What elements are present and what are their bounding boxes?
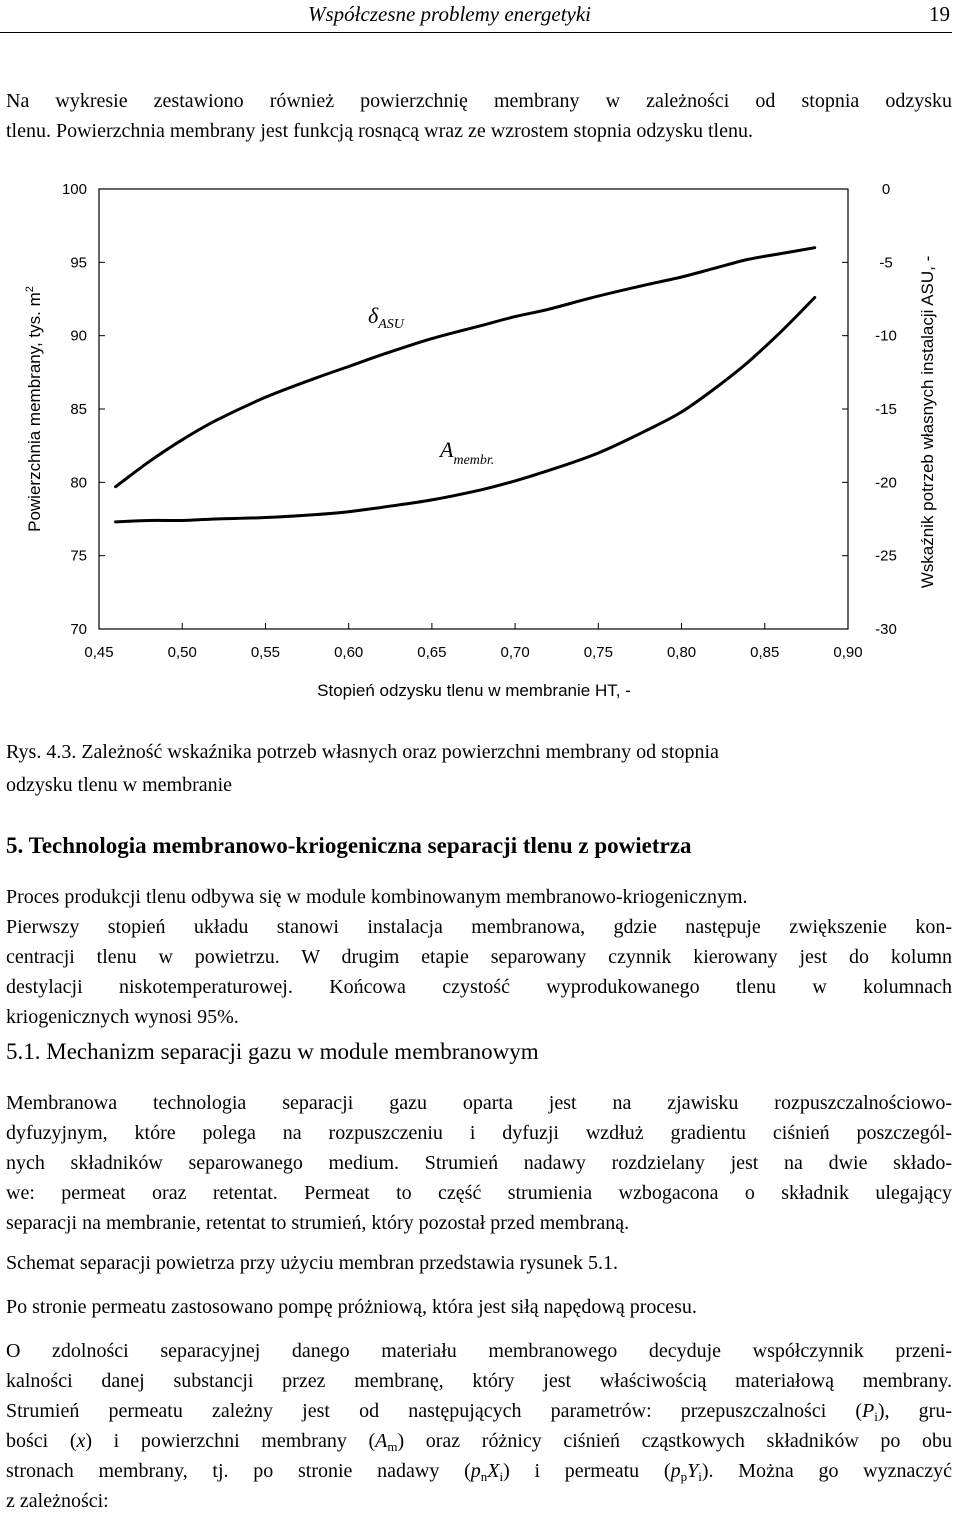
symbol: p <box>470 1460 481 1482</box>
subscript: i <box>698 1469 702 1484</box>
text-line: dyfuzyjnym, które polega na rozpuszczeniu i dyfuzji wzdłuż gradientu ciśnień poszczegól- <box>6 1122 952 1144</box>
text-line: Proces produkcji tlenu odbywa się w module kombinowanym membranowo-kriogenicznym. <box>6 886 748 908</box>
series-group <box>116 248 815 522</box>
text-line: Schemat separacji powietrza przy użyciu membran przedstawia rysunek 5.1. <box>6 1252 618 1274</box>
y2-tick-label: -10 <box>875 327 897 345</box>
series-label-area <box>438 437 494 468</box>
section51-paragraph-1 <box>6 1088 952 1238</box>
text-line: kalności danej substancji przez membranę, który jest właściwością materiałową membrany. <box>6 1370 952 1392</box>
series-label-delta <box>368 303 405 332</box>
text-line: Po stronie permeatu zastosowano pompę próżniową, która jest siłą napędową procesu. <box>6 1296 697 1318</box>
text-run: ). Można go wyznaczyć <box>701 1460 953 1482</box>
text-run: ), gru- <box>877 1400 952 1422</box>
journal-title: Współczesne problemy energetyki <box>308 2 592 26</box>
series-label-area-name: A <box>440 437 454 462</box>
x-tick-label: 0,50 <box>167 644 197 661</box>
text-line: we: permeat oraz retentat. Permeat to część strumienia wzbogacona o składnik ulegający <box>6 1182 952 1204</box>
section51-paragraph-3 <box>6 1292 952 1322</box>
series-label-delta-name: δ <box>368 303 379 328</box>
y-tick-label: 85 <box>70 401 87 418</box>
text-line-with-symbols <box>6 1396 952 1426</box>
section51-paragraph-2 <box>6 1248 952 1278</box>
plot-frame <box>99 189 848 629</box>
x-tick-label: 0,85 <box>750 644 780 661</box>
text-line: nych składników separowanego medium. Strumień nadawy rozdzielany jest na dwie składo- <box>6 1152 952 1174</box>
section-heading-5-1: 5.1. Mechanizm separacji gazu w module membranowym <box>6 1039 539 1064</box>
chart-svg <box>20 175 950 715</box>
text-line: separacji na membranie, retentat to strumień, który pozostał przed membraną. <box>6 1212 630 1234</box>
series-label-delta-sub: ASU <box>378 317 404 332</box>
text-run: bości ( <box>6 1430 77 1452</box>
caption-line: Rys. 4.3. Zależność wskaźnika potrzeb własnych oraz powierzchni membrany od stopnia <box>6 741 719 763</box>
subscript: m <box>387 1439 398 1454</box>
text-line: z zależności: <box>6 1490 109 1512</box>
x-tick-label: 0,80 <box>666 644 697 661</box>
text-line: kriogenicznych wynosi 95%. <box>6 1006 239 1028</box>
section-heading-5: 5. Technologia membranowo-kriogeniczna separacji tlenu z powietrza <box>6 833 692 858</box>
y2-axis-label: Wskaźnik potrzeb własnych instalacji ASU, - <box>918 255 937 589</box>
subscript: i <box>874 1409 878 1424</box>
text-line: O zdolności separacyjnej danego materiału membranowego decyduje współczynnik przeni- <box>6 1340 952 1362</box>
x-tick-label: 0,55 <box>250 644 281 661</box>
y-axis-label <box>24 286 44 532</box>
y-axis-label-sup: 2 <box>24 286 36 293</box>
text-line-with-symbols <box>6 1456 952 1486</box>
symbol: P <box>862 1400 875 1422</box>
text-line: Pierwszy stopień układu stanowi instalacja membranowa, gdzie następuje zwiększenie kon- <box>6 916 952 938</box>
x-axis-label: Stopień odzysku tlenu w membranie HT, - <box>317 681 631 700</box>
y2-tick-label: -25 <box>875 547 897 565</box>
y2-tick-label: 0 <box>881 181 891 198</box>
x-tick-label: 0,90 <box>833 644 863 661</box>
y-axis-label-text: Powierzchnia membrany, tys. m <box>25 292 44 532</box>
y-tick-label: 90 <box>70 327 87 345</box>
y-tick-label: 80 <box>70 474 87 492</box>
y-tick-label: 75 <box>70 547 87 565</box>
series-line-delta-asu <box>116 248 815 487</box>
text-line-with-symbols <box>6 1426 952 1456</box>
text-line: Na wykresie zestawiono również powierzchnię membrany w zależności od stopnia odzysku <box>6 90 952 112</box>
series-label-area-sub: membr. <box>453 453 495 468</box>
page-number: 19 <box>929 2 950 26</box>
y2-tick-label: -15 <box>875 401 897 418</box>
figure-chart <box>20 175 950 715</box>
subscript: i <box>499 1469 504 1484</box>
x-tick-label: 0,60 <box>334 644 364 661</box>
y2-tick-label: -30 <box>875 621 897 638</box>
text-run: Strumień permeatu zależny jest od następujących parametrów: przepuszczalności ( <box>6 1400 863 1422</box>
symbol: A <box>375 1430 388 1452</box>
y2-tick-label: -20 <box>875 474 897 492</box>
y-tick-label: 70 <box>70 621 87 638</box>
caption-line: odzysku tlenu w membranie <box>6 774 233 796</box>
intro-paragraph <box>6 86 952 146</box>
text-line: destylacji niskotemperaturowej. Końcowa czystość wyprodukowanego tlenu w kolumnach <box>6 976 952 998</box>
section5-paragraph <box>6 882 952 1032</box>
y-tick-label: 100 <box>61 181 87 198</box>
x-tick-label: 0,45 <box>84 644 114 661</box>
y-tick-label: 95 <box>70 254 87 272</box>
text-line: Membranowa technologia separacji gazu oparta jest na zjawisku rozpuszczalnościowo- <box>6 1092 952 1114</box>
x-tick-label: 0,75 <box>583 644 613 661</box>
y2-tick-label: -5 <box>879 254 893 272</box>
text-line: tlenu. Powierzchnia membrany jest funkcją rosnącą wraz ze wzrostem stopnia odzysku tlenu. <box>6 120 753 142</box>
symbol: X <box>487 1460 500 1482</box>
x-tick-label: 0,70 <box>500 644 530 661</box>
running-header <box>0 2 952 33</box>
text-line: centracji tlenu w powietrzu. W drugim etapie separowany czynnik kierowany jest do kolumn <box>6 946 952 968</box>
text-run: ) i powierzchni membrany ( <box>85 1430 376 1452</box>
text-run: ) i permeatu ( <box>503 1460 671 1482</box>
text-run: stronach membrany, tj. po stronie nadawy ( <box>6 1460 471 1482</box>
figure-caption <box>6 736 719 802</box>
subscript: n <box>480 1469 488 1484</box>
section51-paragraph-4 <box>6 1336 952 1516</box>
x-tick-label: 0,65 <box>417 644 447 661</box>
symbol: Y <box>687 1460 699 1482</box>
symbol: p <box>670 1460 681 1482</box>
symbol: x <box>76 1430 86 1452</box>
text-run: ) oraz różnicy ciśnień cząstkowych składników po obu <box>397 1430 952 1452</box>
subscript: p <box>680 1469 688 1484</box>
right-axis-ticks <box>842 181 897 638</box>
